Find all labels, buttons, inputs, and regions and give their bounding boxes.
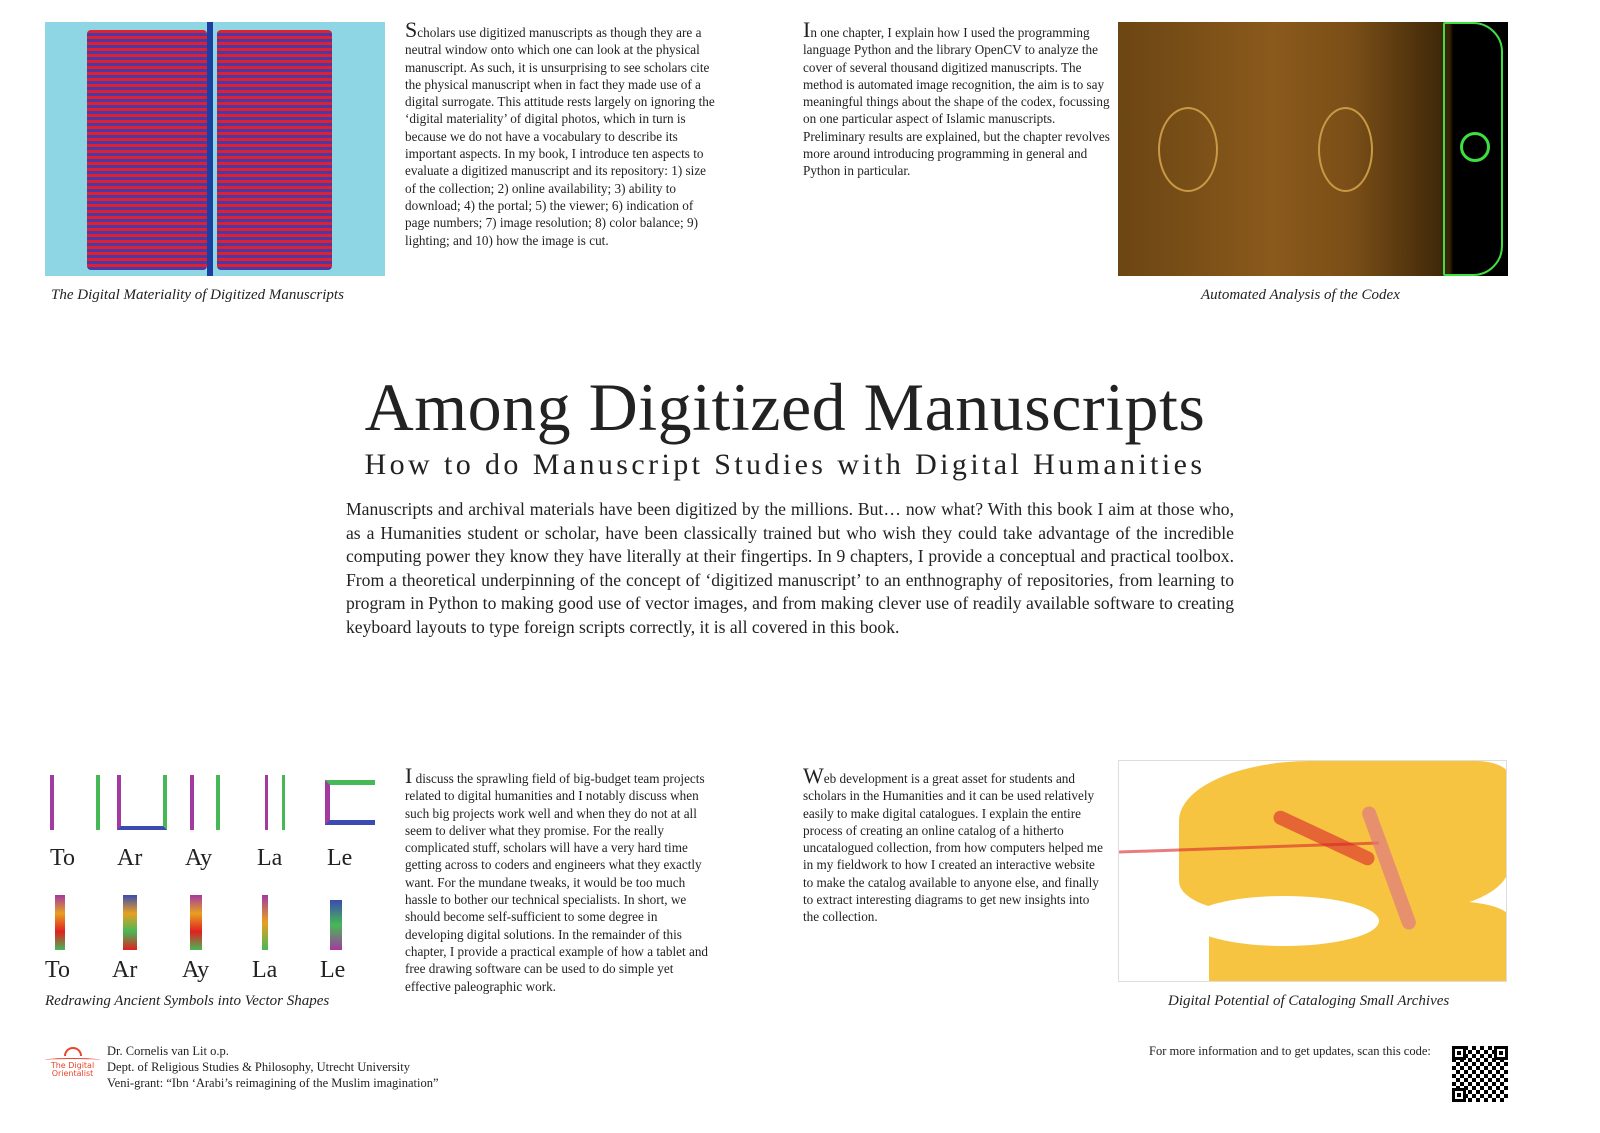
materiality-paragraph <box>405 17 715 249</box>
intro-paragraph: Manuscripts and archival materials have been digitized by the millions. But… now what? With this book I aim at those who, as a Humanities student or scholar, have been classically trained but who wish they could take advantage of the incredible computing power they know they have literally at their fingertips. In 9 chapters, I provide a conceptual and practical toolbox. From a theoretical underpinning of the concept of ‘digitized manuscript’ to an enthnography of repositories, from learning to program in Python to making good use of vector images, and from making clever use of readily available software to creating keyboard layouts to type foreign scripts correctly, it is all covered in this book. <box>346 499 1234 637</box>
logo-text: The Digital Orientalist <box>50 1061 95 1078</box>
glyph-label: Ay <box>185 845 213 871</box>
glyph-label: La <box>252 957 278 983</box>
qr-prompt: For more information and to get updates, scan this code: <box>1149 1044 1431 1058</box>
paragraph-text: n one chapter, I explain how I used the programming language Python and the library OpenCV to analyze the cover of several thousand digitized manuscripts. The method is automated image recognition, the aim is to say meaningful things about the shape of the codex, focussing on one particular aspect of Islamic manuscripts. Preliminary results are explained, but the chapter revolves more around introducing programming in general and Python in particular. <box>803 25 1110 179</box>
qr-code[interactable] <box>1452 1046 1508 1102</box>
symbol-drawings <box>45 765 385 995</box>
glyph-label: La <box>257 845 283 871</box>
page-title: Among Digitized Manuscripts <box>364 369 1206 445</box>
glyph-label: To <box>50 845 75 871</box>
glyph-label: Ay <box>182 957 210 983</box>
drop-cap: I <box>803 17 811 42</box>
catalog-caption: Digital Potential of Cataloging Small Archives <box>1168 993 1450 1009</box>
glyph-label: To <box>45 957 70 983</box>
digital-orientalist-logo <box>45 1045 100 1087</box>
grant-info: Veni-grant: “Ibn ‘Arabi’s reimagining of the Muslim imagination” <box>107 1076 439 1090</box>
projects-paragraph <box>405 763 715 995</box>
digital-materiality-image <box>45 22 385 276</box>
glyph-label: Le <box>320 957 346 983</box>
codex-paragraph <box>803 17 1113 180</box>
materiality-caption: The Digital Materiality of Digitized Manuscripts <box>51 287 344 303</box>
drop-cap: S <box>405 17 418 42</box>
author-info <box>107 1043 439 1091</box>
drop-cap: I <box>405 763 413 788</box>
paragraph-text: cholars use digitized manuscripts as though they are a neutral window onto which one can look at the physical manuscript. As such, it is unsurprising to see scholars cite the physical manuscript when in fact they made use of a digital surrogate. This attitude rests largely on ignoring the ‘digital materiality’ of digital photos, which in turn is because we do not have a vocabulary to describe its important aspects. In my book, I introduce ten aspects to evaluate a digitized manuscript and its repository: 1) size of the collection; 2) online availability; 3) ability to download; 4) the portal; 5) the viewer; 6) indication of page numbers; 7) image resolution; 8) color balance; 9) lighting; and 10) how the image is cut. <box>405 25 715 248</box>
paragraph-text: discuss the sprawling field of big-budget team projects related to digital humanities and I notably discuss when such big projects work well and when they do not at all seem to deliver what they promise. For the really complicated stuff, scholars will have a very hard time getting across to coders and engineers what they exactly want. For the mundane tweaks, it would be too much hassle to bother our technical specialists. In short, we should become self-sufficient to some degree in developing digital solutions. In the remainder of this chapter, I provide a practical example of how a tablet and free drawing software can be used to do simple yet effective paleographic work. <box>405 771 709 994</box>
codex-analysis-image <box>1118 22 1508 276</box>
codex-caption: Automated Analysis of the Codex <box>1201 287 1400 303</box>
page-subtitle: How to do Manuscript Studies with Digital Humanities <box>364 448 1206 481</box>
glyph-label: Le <box>327 845 353 871</box>
paragraph-text: eb development is a great asset for students and scholars in the Humanities and it can be used relatively easily to make digital catalogues. I explain the entire process of creating an online catalog of a hitherto uncatalogued collection, from how computers helped me in my fieldwork to how I created an interactive website to make the catalog available to anyone else, and finally to extract interesting diagrams to get new insights into the collection. <box>803 771 1103 925</box>
glyph-label: Ar <box>117 845 143 871</box>
author-department: Dept. of Religious Studies & Philosophy, Utrecht University <box>107 1060 410 1074</box>
symbols-caption: Redrawing Ancient Symbols into Vector Shapes <box>45 993 330 1009</box>
glyph-label: Ar <box>112 957 138 983</box>
catalog-paragraph <box>803 763 1108 926</box>
author-name: Dr. Cornelis van Lit o.p. <box>107 1044 229 1058</box>
drop-cap: W <box>803 763 824 788</box>
europe-route-map <box>1118 760 1507 982</box>
